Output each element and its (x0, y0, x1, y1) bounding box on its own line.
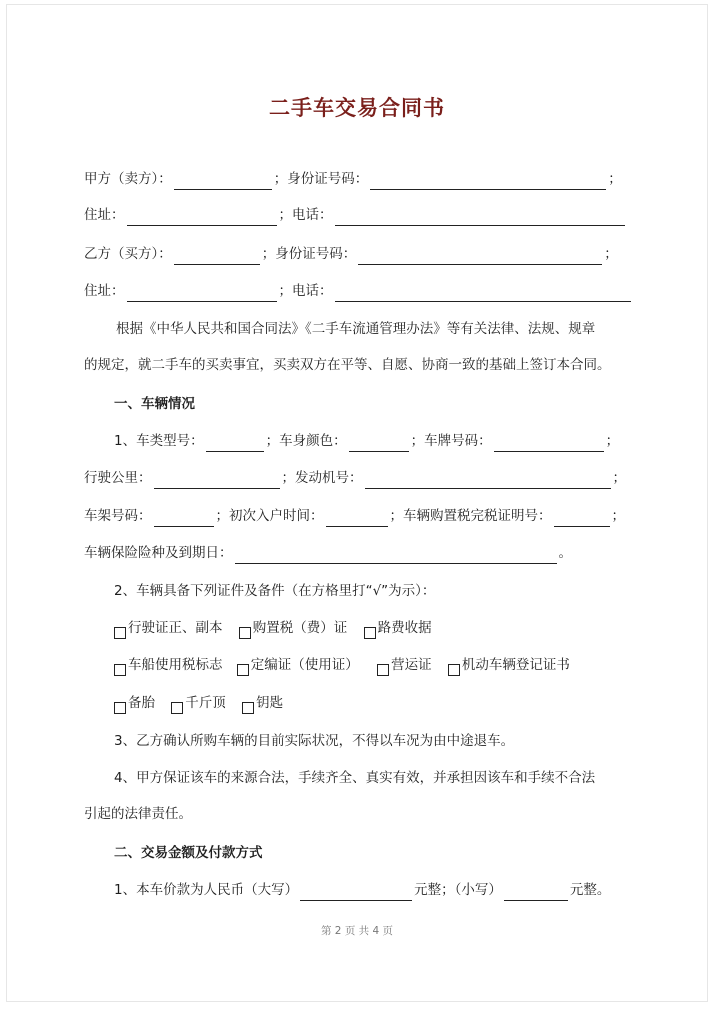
party-b-line (84, 243, 644, 265)
checkbox-item[interactable] (448, 654, 570, 676)
price-lowercase-blank[interactable] (504, 884, 568, 901)
price-mid-label: 元整；（小写） (414, 882, 502, 898)
section-2-heading: 二、交易金额及付款方式 (114, 845, 263, 861)
checkbox-label: 购置税（费）证 (252, 620, 348, 636)
party-a-address-label: 住址： (84, 207, 125, 223)
frame-label: 车架号码： (84, 508, 152, 524)
checkbox-label: 机动车辆登记证书 (461, 657, 570, 673)
party-b-id-blank[interactable] (358, 248, 602, 265)
checkbox-icon[interactable] (239, 627, 251, 639)
checkbox-icon[interactable] (448, 664, 460, 676)
checkbox-item[interactable] (364, 617, 432, 639)
line-end: 。 (558, 545, 572, 561)
party-b-label: 乙方（买方）： (84, 246, 172, 262)
checkbox-label: 定编证（使用证） (250, 657, 359, 673)
mileage-label: 行驶公里： (84, 470, 152, 486)
tax-cert-label: ；车辆购置税完税证明号： (389, 508, 552, 524)
documents-intro: 2、车辆具备下列证件及备件（在方格里打“√”为示）： (114, 583, 436, 599)
checkbox-item[interactable] (114, 617, 223, 639)
section-1-heading: 一、车辆情况 (114, 396, 195, 412)
party-a-address-blank[interactable] (127, 209, 277, 226)
party-b-name-blank[interactable] (174, 248, 260, 265)
checkbox-icon[interactable] (242, 702, 254, 714)
checkbox-item[interactable] (377, 654, 432, 676)
checkbox-label: 路费收据 (377, 620, 432, 636)
checkbox-icon[interactable] (114, 664, 126, 676)
checkbox-row-2 (114, 654, 674, 676)
intro-line-2: 的规定，就二手车的买卖事宜，买卖双方在平等、自愿、协商一致的基础上签订本合同。 (84, 357, 611, 373)
checkbox-row-1 (114, 617, 674, 639)
checkbox-item[interactable] (239, 617, 348, 639)
mileage-line (84, 467, 644, 489)
checkbox-icon[interactable] (237, 664, 249, 676)
checkbox-label: 千斤顶 (185, 695, 226, 711)
party-a-id-label: ；身份证号码： (273, 171, 369, 187)
mileage-blank[interactable] (154, 472, 280, 489)
plate-label: ；车牌号码： (410, 433, 492, 449)
price-line (86, 879, 674, 901)
first-reg-blank[interactable] (326, 510, 388, 527)
frame-line (84, 505, 644, 527)
checkbox-icon[interactable] (171, 702, 183, 714)
insurance-blank[interactable] (235, 547, 557, 564)
checkbox-label: 钥匙 (256, 695, 284, 711)
checkbox-label: 车船使用税标志 (128, 657, 223, 673)
price-uppercase-blank[interactable] (300, 884, 412, 901)
insurance-label: 车辆保险险种及到期日： (84, 545, 233, 561)
vehicle-item-1 (86, 430, 674, 452)
party-a-phone-blank[interactable] (335, 209, 625, 226)
vehicle-item-4-line-1: 4、甲方保证该车的来源合法，手续齐全、真实有效，并承担因该车和手续不合法 (114, 770, 596, 786)
party-a-address-line (84, 204, 644, 226)
plate-blank[interactable] (494, 435, 604, 452)
checkbox-label: 行驶证正、副本 (128, 620, 223, 636)
vehicle-color-label: ；车身颜色： (265, 433, 347, 449)
checkbox-item[interactable] (237, 654, 359, 676)
checkbox-row-3 (114, 692, 674, 714)
checkbox-icon[interactable] (114, 702, 126, 714)
page-number: 第 2 页 共 4 页 (320, 925, 394, 937)
tax-cert-blank[interactable] (554, 510, 610, 527)
checkbox-item[interactable] (242, 692, 283, 714)
engine-label: ；发动机号： (281, 470, 363, 486)
insurance-line (84, 542, 644, 564)
party-a-label: 甲方（卖方）： (84, 171, 172, 187)
party-a-name-blank[interactable] (174, 173, 272, 190)
line-end: ； (612, 470, 626, 486)
line-end: ； (604, 246, 618, 262)
frame-blank[interactable] (154, 510, 214, 527)
checkbox-item[interactable] (114, 654, 223, 676)
party-a-phone-label: ；电话： (278, 207, 333, 223)
party-b-id-label: ；身份证号码： (261, 246, 357, 262)
vehicle-color-blank[interactable] (349, 435, 409, 452)
line-end: ； (611, 508, 625, 524)
vehicle-item-4-line-2: 引起的法律责任。 (84, 806, 192, 822)
vehicle-type-blank[interactable] (206, 435, 264, 452)
first-reg-label: ；初次入户时间： (215, 508, 324, 524)
price-end-label: 元整。 (569, 882, 611, 898)
line-end: ； (605, 433, 620, 449)
checkbox-icon[interactable] (364, 627, 376, 639)
checkbox-label: 营运证 (391, 657, 432, 673)
contract-title: 二手车交易合同书 (269, 96, 445, 120)
checkbox-icon[interactable] (377, 664, 389, 676)
checkbox-item[interactable] (171, 692, 226, 714)
engine-blank[interactable] (365, 472, 611, 489)
party-a-line (84, 168, 644, 190)
vehicle-item-3: 3、乙方确认所购车辆的目前实际状况，不得以车况为由中途退车。 (114, 733, 515, 749)
party-b-address-label: 住址： (84, 283, 125, 299)
party-b-address-line (84, 280, 644, 302)
checkbox-label: 备胎 (128, 695, 155, 711)
vehicle-type-label: 1、车类型号： (114, 433, 204, 449)
price-label: 1、本车价款为人民币（大写） (114, 882, 299, 898)
party-b-phone-label: ；电话： (278, 283, 333, 299)
intro-line-1: 根据《中华人民共和国合同法》《二手车流通管理办法》等有关法律、法规、规章 (116, 321, 596, 337)
checkbox-item[interactable] (114, 692, 155, 714)
party-b-address-blank[interactable] (127, 285, 277, 302)
line-end: ； (608, 171, 622, 187)
party-b-phone-blank[interactable] (335, 285, 631, 302)
checkbox-icon[interactable] (114, 627, 126, 639)
party-a-id-blank[interactable] (370, 173, 606, 190)
